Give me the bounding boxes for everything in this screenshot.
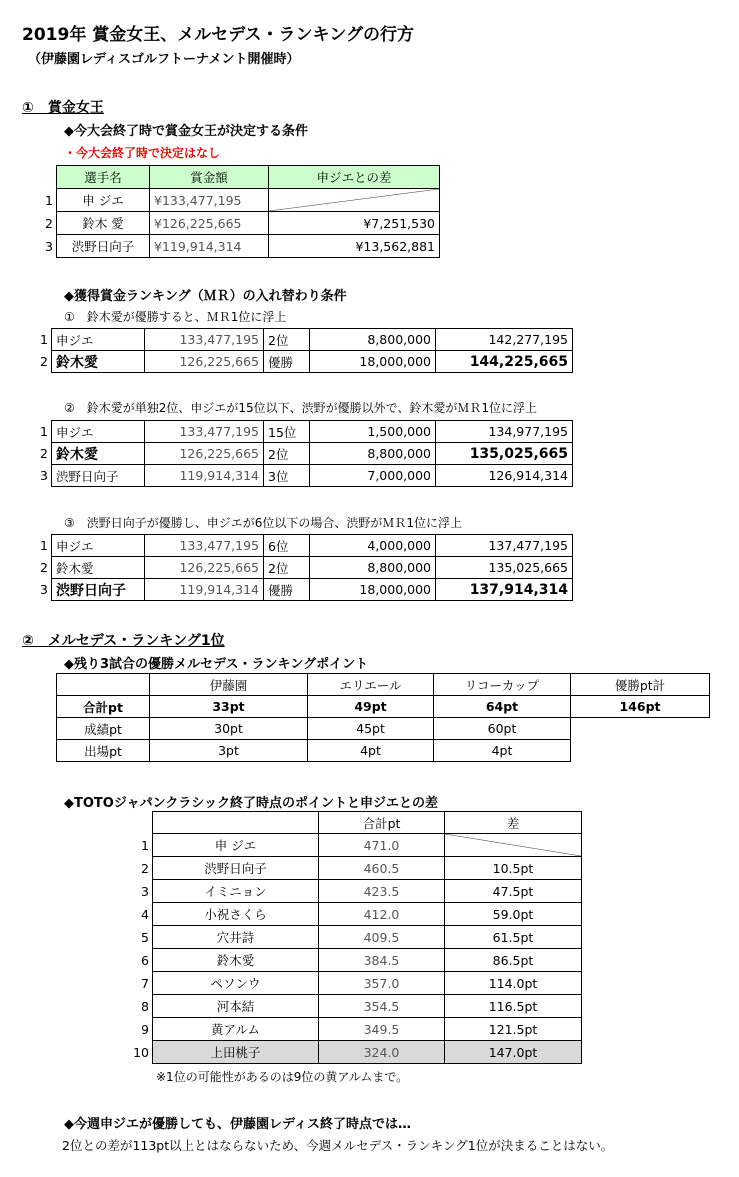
current-amount: 126,225,665: [145, 351, 264, 373]
player-name: 申ジエ: [52, 535, 145, 557]
section2-heading: ② メルセデス・ランキング1位: [22, 633, 225, 649]
tournament-prize: 4,000,000: [310, 535, 436, 557]
points-value: 30pt: [150, 718, 308, 740]
table-row: [120, 857, 582, 880]
tournament-prize: 18,000,000: [310, 579, 436, 601]
row-number: 5: [141, 929, 149, 945]
row-number: 3: [45, 238, 53, 254]
page-title: 2019年 賞金女王、メルセデス・ランキングの行方: [22, 25, 415, 45]
player-name: 穴井詩: [153, 926, 319, 949]
tournament-prize: 8,800,000: [310, 557, 436, 579]
toto-note: ※1位の可能性があるのは9位の黄アルムまで。: [156, 1070, 409, 1084]
points-value: 4pt: [308, 740, 434, 762]
table-row: [40, 235, 440, 258]
player-name: 申 ジエ: [153, 834, 319, 857]
total-points: 409.5: [319, 926, 445, 949]
total-points: 357.0: [319, 972, 445, 995]
player-name: 申ジエ: [52, 421, 145, 443]
table-row: [120, 903, 582, 926]
table-row: [40, 443, 573, 465]
points-diff: 121.5pt: [445, 1018, 582, 1041]
points-value: 49pt: [308, 696, 434, 718]
row-number: 8: [141, 998, 149, 1014]
total-points: 460.5: [319, 857, 445, 880]
player-name: 鈴木愛: [52, 557, 145, 579]
total-points: 412.0: [319, 903, 445, 926]
total-points: 349.5: [319, 1018, 445, 1041]
row-number: 2: [141, 860, 149, 876]
current-amount: 133,477,195: [145, 421, 264, 443]
points-heading: ◆残り3試合の優勝メルセデス・ランキングポイント: [64, 657, 369, 672]
total-amount: 134,977,195: [436, 421, 573, 443]
total-amount: 144,225,665: [436, 351, 573, 373]
money-queen-table: [40, 165, 440, 258]
row-number: 2: [40, 560, 48, 575]
current-amount: 119,914,314: [145, 465, 264, 487]
table-row: [40, 351, 573, 373]
finish-place: 6位: [264, 535, 310, 557]
player-name: 申 ジエ: [57, 189, 150, 212]
points-value: 33pt: [150, 696, 308, 718]
prize-diff: ¥7,251,530: [269, 212, 440, 235]
total-amount: 142,277,195: [436, 329, 573, 351]
player-name: 鈴木愛: [153, 949, 319, 972]
current-amount: 133,477,195: [145, 329, 264, 351]
points-diff: 10.5pt: [445, 857, 582, 880]
cond-heading: ◆今大会終了時で賞金女王が決定する条件: [64, 124, 308, 139]
total-amount: 135,025,665: [436, 557, 573, 579]
finish-place: 2位: [264, 443, 310, 465]
col-header-win-total: 優勝pt計: [571, 674, 710, 696]
total-points: 471.0: [319, 834, 445, 857]
total-amount: 137,914,314: [436, 579, 573, 601]
cond-note: ・今大会終了時で決定はなし: [64, 146, 221, 160]
col-header-total-pt: 合計pt: [319, 812, 445, 834]
table-row: [40, 465, 573, 487]
finish-place: 15位: [264, 421, 310, 443]
finish-place: 2位: [264, 557, 310, 579]
col-header-ricoh: リコーカップ: [434, 674, 571, 696]
table-row: [40, 535, 573, 557]
row-label: 出場pt: [57, 740, 150, 762]
total-points: 423.5: [319, 880, 445, 903]
col-header-elleair: エリエール: [308, 674, 434, 696]
prize-amount: ¥119,914,314: [150, 235, 269, 258]
table-row: [120, 1041, 582, 1064]
scenario1-table: [40, 328, 573, 373]
player-name: 鈴木愛: [52, 443, 145, 465]
player-name: 小祝さくら: [153, 903, 319, 926]
points-diff: 47.5pt: [445, 880, 582, 903]
row-number: 3: [40, 582, 48, 597]
points-diff: 86.5pt: [445, 949, 582, 972]
points-value: 64pt: [434, 696, 571, 718]
row-number: 2: [40, 354, 48, 369]
table-header-row: [120, 812, 582, 834]
points-value: 4pt: [434, 740, 571, 762]
table-row: [40, 189, 440, 212]
points-value: 146pt: [571, 696, 710, 718]
total-points: 384.5: [319, 949, 445, 972]
page-subtitle: （伊藤園レディスゴルフトーナメント開催時）: [28, 52, 300, 67]
col-header-amount: 賞金額: [150, 166, 269, 189]
table-row: [120, 880, 582, 903]
player-name: 申ジエ: [52, 329, 145, 351]
row-label: 成績pt: [57, 718, 150, 740]
tournament-prize: 18,000,000: [310, 351, 436, 373]
points-table: [56, 673, 710, 762]
finish-place: 3位: [264, 465, 310, 487]
row-number: 3: [141, 883, 149, 899]
mr-heading: ◆獲得賞金ランキング（ＭＲ）の入れ替わり条件: [64, 289, 347, 304]
total-amount: 137,477,195: [436, 535, 573, 557]
row-number: 1: [141, 837, 149, 853]
player-name: ペソンウ: [153, 972, 319, 995]
player-name: 渋野日向子: [57, 235, 150, 258]
scenario2-caption: ② 鈴木愛が単独2位、申ジエが15位以下、渋野が優勝以外で、鈴木愛がＭＲ1位に浮上: [64, 401, 538, 415]
table-row: [120, 972, 582, 995]
row-number: 3: [40, 468, 48, 483]
points-diff: 114.0pt: [445, 972, 582, 995]
prize-diff: ¥13,562,881: [269, 235, 440, 258]
table-row: [40, 329, 573, 351]
col-header-itoen: 伊藤園: [150, 674, 308, 696]
points-value: 45pt: [308, 718, 434, 740]
prize-amount: ¥133,477,195: [150, 189, 269, 212]
current-amount: 119,914,314: [145, 579, 264, 601]
finish-place: 2位: [264, 329, 310, 351]
table-row: [120, 949, 582, 972]
row-number: 10: [133, 1044, 149, 1060]
current-amount: 126,225,665: [145, 443, 264, 465]
final-heading: ◆今週申ジエが優勝しても、伊藤園レディス終了時点では…: [64, 1117, 411, 1132]
player-name: 上田桃子: [153, 1041, 319, 1064]
table-header-row: [57, 674, 710, 696]
row-label: 合計pt: [57, 696, 150, 718]
table-row: [40, 212, 440, 235]
scenario3-caption: ③ 渋野日向子が優勝し、申ジエが6位以下の場合、渋野がＭＲ1位に浮上: [64, 516, 463, 530]
row-number: 2: [40, 446, 48, 461]
row-number: 6: [141, 952, 149, 968]
total-amount: 126,914,314: [436, 465, 573, 487]
points-value: 60pt: [434, 718, 571, 740]
row-number: 2: [45, 215, 53, 231]
scenario1-caption: ① 鈴木愛が優勝すると、ＭＲ1位に浮上: [64, 310, 287, 324]
points-diff: 61.5pt: [445, 926, 582, 949]
row-number: 4: [141, 906, 149, 922]
col-header-diff: 申ジエとの差: [269, 166, 440, 189]
table-header-row: [40, 166, 440, 189]
player-name: 河本結: [153, 995, 319, 1018]
diff-empty-diagonal: [269, 189, 440, 212]
section1-heading: ① 賞金女王: [22, 100, 104, 116]
points-diff: 116.5pt: [445, 995, 582, 1018]
col-header-blank: [57, 674, 150, 696]
current-amount: 133,477,195: [145, 535, 264, 557]
table-row: [57, 718, 710, 740]
col-header-diff: 差: [445, 812, 582, 834]
points-diff: 59.0pt: [445, 903, 582, 926]
finish-place: 優勝: [264, 351, 310, 373]
table-row: [40, 557, 573, 579]
prize-amount: ¥126,225,665: [150, 212, 269, 235]
table-row: [57, 696, 710, 718]
current-amount: 126,225,665: [145, 557, 264, 579]
diff-empty-diagonal: [445, 834, 582, 857]
total-points: 324.0: [319, 1041, 445, 1064]
finish-place: 優勝: [264, 579, 310, 601]
total-points: 354.5: [319, 995, 445, 1018]
player-name: イミニョン: [153, 880, 319, 903]
table-row: [40, 421, 573, 443]
col-header-name: 選手名: [57, 166, 150, 189]
points-diff: 147.0pt: [445, 1041, 582, 1064]
row-number: 1: [40, 538, 48, 553]
table-row: [120, 834, 582, 857]
player-name: 鈴木 愛: [57, 212, 150, 235]
final-text: 2位との差が113pt以上とはならないため、今週メルセデス・ランキング1位が決まることはない。: [62, 1138, 614, 1153]
table-row: [120, 926, 582, 949]
row-number: 9: [141, 1021, 149, 1037]
table-row: [57, 740, 710, 762]
player-name: 黄アルム: [153, 1018, 319, 1041]
player-name: 渋野日向子: [52, 579, 145, 601]
toto-heading: ◆TOTOジャパンクラシック終了時点のポイントと申ジエとの差: [64, 796, 439, 811]
tournament-prize: 8,800,000: [310, 443, 436, 465]
total-amount: 135,025,665: [436, 443, 573, 465]
player-name: 渋野日向子: [52, 465, 145, 487]
scenario3-table: [40, 534, 573, 601]
tournament-prize: 7,000,000: [310, 465, 436, 487]
table-row: [40, 579, 573, 601]
points-value: 3pt: [150, 740, 308, 762]
scenario2-table: [40, 420, 573, 487]
row-number: 1: [40, 332, 48, 347]
player-name: 渋野日向子: [153, 857, 319, 880]
table-row: [120, 1018, 582, 1041]
player-name: 鈴木愛: [52, 351, 145, 373]
tournament-prize: 1,500,000: [310, 421, 436, 443]
row-number: 1: [40, 424, 48, 439]
toto-table: [120, 811, 582, 1064]
row-number: 7: [141, 975, 149, 991]
tournament-prize: 8,800,000: [310, 329, 436, 351]
row-number: 1: [45, 192, 53, 208]
table-row: [120, 995, 582, 1018]
